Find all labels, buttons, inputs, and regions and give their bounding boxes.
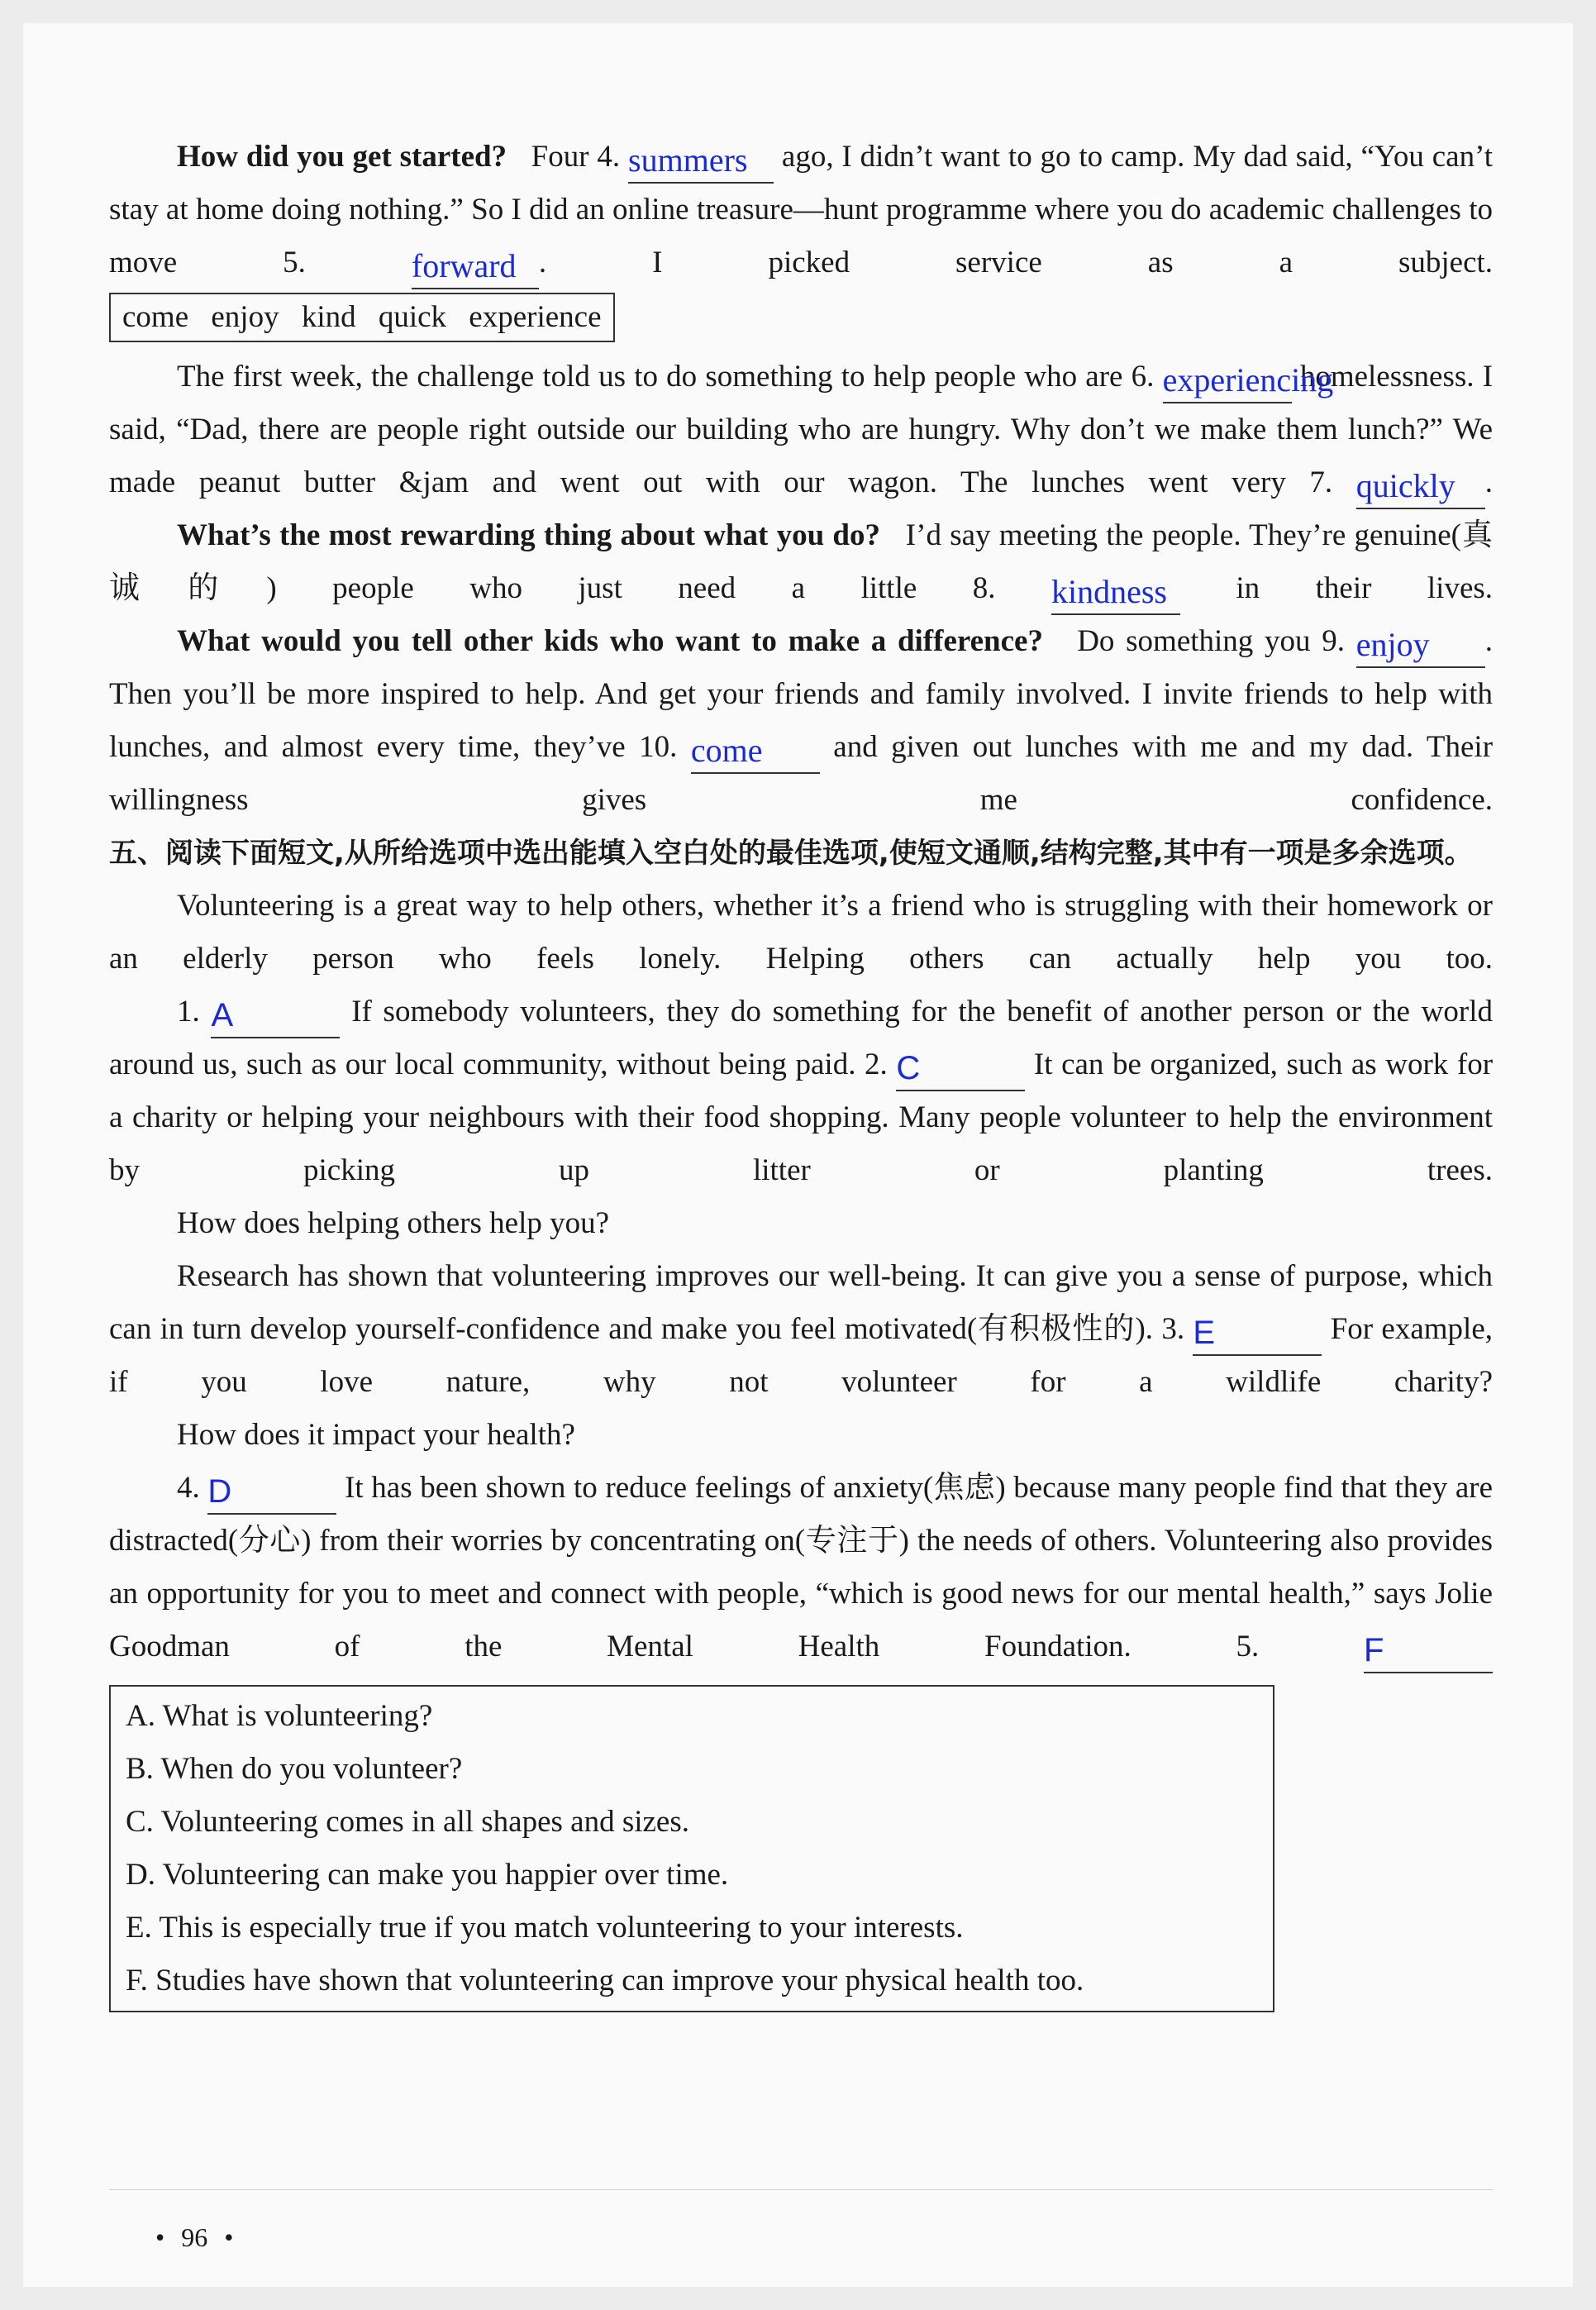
question-heading: How did you get started? bbox=[177, 140, 507, 174]
bullet: • bbox=[155, 2222, 165, 2252]
subheading-help: How does helping others help you? bbox=[177, 1206, 610, 1240]
text: The first week, the challenge told us to do something to help people who are 6. bbox=[177, 360, 1155, 394]
answer-blank-s1 bbox=[211, 994, 340, 1038]
paragraph-first-week bbox=[109, 351, 1493, 509]
answer-blank-s4 bbox=[207, 1470, 336, 1515]
text: . I picked service as a subject. bbox=[538, 246, 1494, 279]
answer-blank-s3 bbox=[1193, 1311, 1322, 1356]
paragraph-kids bbox=[109, 615, 1493, 827]
paragraph-started bbox=[109, 131, 1493, 289]
handwritten-answer: quickly bbox=[1355, 467, 1455, 504]
question-heading: What’s the most rewarding thing about what you do? bbox=[177, 518, 880, 552]
option-e: E. This is especially true if you match volunteering to your interests. bbox=[126, 1911, 964, 1945]
text: 1. bbox=[177, 995, 200, 1029]
option-f: F. Studies have shown that volunteering can improve your physical health too. bbox=[126, 1964, 1084, 1997]
footer-rule bbox=[109, 2189, 1493, 2190]
paragraph-rewarding bbox=[109, 509, 1493, 615]
question-heading: What would you tell other kids who want to make a difference? bbox=[177, 624, 1043, 658]
subheading-health: How does it impact your health? bbox=[177, 1418, 575, 1452]
handwritten-answer: F bbox=[1364, 1632, 1384, 1668]
page-number-value: 96 bbox=[181, 2222, 208, 2252]
option-d: D. Volunteering can make you happier over time. bbox=[126, 1858, 729, 1892]
answer-blank-5 bbox=[412, 245, 539, 289]
handwritten-answer: enjoy bbox=[1355, 626, 1430, 663]
word-bank-box: come enjoy kind quick experience bbox=[109, 293, 615, 342]
handwritten-answer: come bbox=[690, 732, 763, 769]
option-b: B. When do you volunteer? bbox=[126, 1752, 463, 1786]
bullet: • bbox=[224, 2222, 234, 2252]
handwritten-answer: kindness bbox=[1051, 573, 1167, 610]
text: in their lives. bbox=[1236, 571, 1494, 605]
text: It has been shown to reduce feelings of anxiety(焦虑) because many people find that they are distracted(分心) from their worries by concentrating on(专注于) the needs of others. Volunteering also provides an opportunity for you to meet and connect with people, “which is good news for our mental health,” says Jolie Goodman of the Mental Health Foundation. 5. bbox=[109, 1471, 1494, 1663]
handwritten-answer: summers bbox=[628, 141, 748, 179]
text: 4. bbox=[177, 1471, 200, 1505]
text: It can be organized, such as work for a charity or helping your neighbours with their food shopping. Many people volunteer to help the environment by picking up litter or planting trees. bbox=[109, 1048, 1494, 1187]
paragraph-research bbox=[109, 1250, 1493, 1409]
text: ago, I didn’t want to go to camp. My dad said, “You can’t stay at home doing nothing.” So I did an online treasure—hunt programme where you do academic challenges to move 5. bbox=[109, 140, 1494, 279]
option-a: A. What is volunteering? bbox=[126, 1699, 433, 1733]
answer-blank-10 bbox=[691, 729, 820, 774]
paragraph-volunteers bbox=[109, 986, 1493, 1197]
handwritten-answer: experiencing bbox=[1162, 361, 1334, 399]
text: If somebody volunteers, they do something for the benefit of another person or the world around us, such as our local community, without being paid. 2. bbox=[109, 995, 1494, 1081]
page-content bbox=[109, 131, 1493, 2012]
handwritten-answer: forward bbox=[411, 247, 517, 284]
text: Research has shown that volunteering improves our well-being. It can give you a sense of purpose, which can in turn develop yourself-confidence and make you feel motivated(有积极性的). 3. bbox=[109, 1259, 1493, 1346]
section-heading: 五、阅读下面短文,从所给选项中选出能填入空白处的最佳选项,使短文通顺,结构完整,其中有一项是多余选项。 bbox=[109, 837, 1473, 870]
answer-blank-9 bbox=[1356, 623, 1485, 668]
answer-blank-8 bbox=[1051, 570, 1180, 615]
options-box bbox=[109, 1685, 1274, 2012]
paragraph-anxiety bbox=[109, 1462, 1493, 1673]
text: and given out lunches with me and my dad. Their willingness gives me confidence. bbox=[109, 730, 1494, 817]
page-number bbox=[147, 2222, 241, 2253]
handwritten-answer: A bbox=[211, 997, 234, 1033]
text: homelessness. I said, “Dad, there are people right outside our building who are hungry. Why don’t we make them lunch?” We made peanut butter &jam and went out with our wagon. The lunches went very 7. bbox=[109, 360, 1494, 499]
handwritten-answer: D bbox=[207, 1473, 232, 1510]
handwritten-answer: E bbox=[1193, 1315, 1216, 1351]
paragraph-intro: Volunteering is a great way to help others, whether it’s a friend who is struggling with their homework or an elderly person who feels lonely. Helping others can actually help you too. bbox=[109, 889, 1493, 976]
option-c: C. Volunteering comes in all shapes and sizes. bbox=[126, 1805, 689, 1839]
answer-blank-6 bbox=[1162, 359, 1334, 403]
answer-blank-4 bbox=[628, 139, 774, 184]
text: Do something you 9. bbox=[1077, 624, 1346, 658]
text: . Then you’ll be more inspired to help. And get your friends and family involved. I invite friends to help with lunches, and almost every time, they’ve 10. bbox=[109, 624, 1493, 764]
answer-blank-s2 bbox=[896, 1047, 1025, 1091]
worksheet-page bbox=[23, 23, 1573, 2287]
text: Four 4. bbox=[531, 140, 621, 174]
text: I’d say meeting the people. They’re genuine(真诚的) people who just need a little 8. bbox=[109, 518, 1493, 605]
answer-blank-7 bbox=[1356, 465, 1485, 509]
text: For example, if you love nature, why not volunteer for a wildlife charity? bbox=[109, 1312, 1494, 1399]
handwritten-answer: C bbox=[896, 1050, 921, 1086]
text: . bbox=[1484, 465, 1494, 499]
answer-blank-s5 bbox=[1364, 1629, 1493, 1673]
